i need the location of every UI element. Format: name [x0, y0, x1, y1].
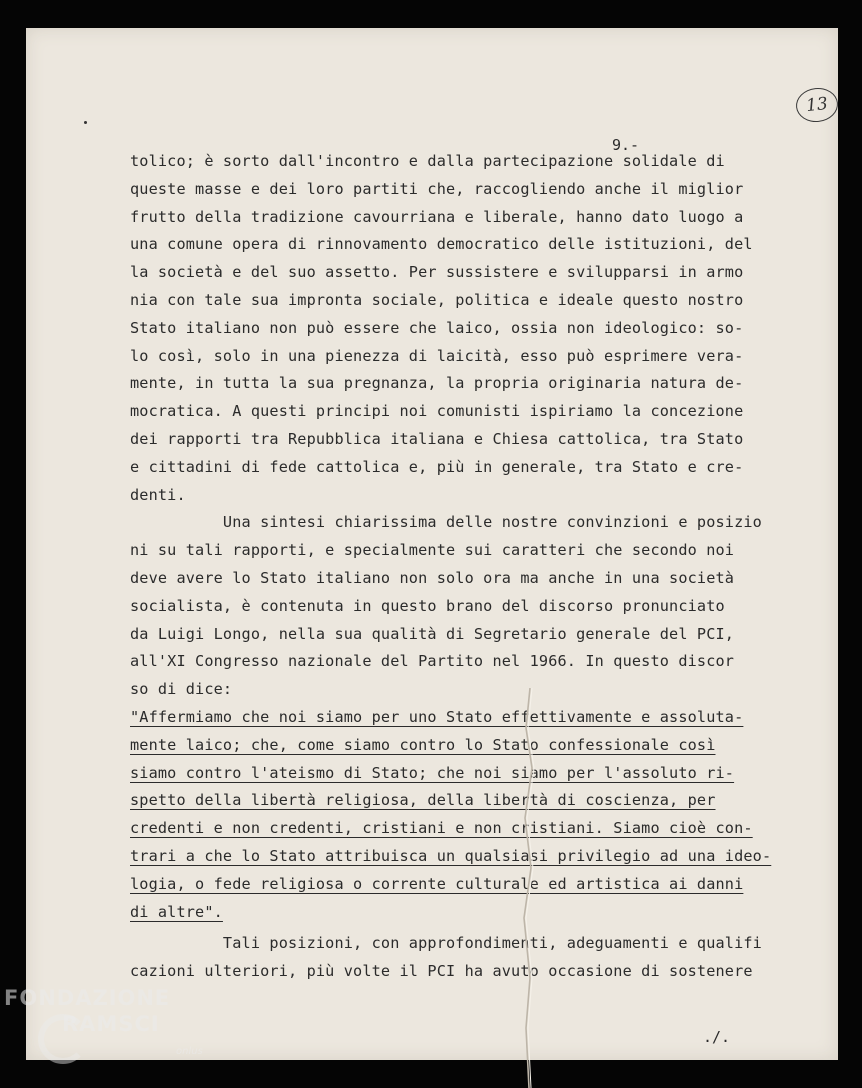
- quote-line: di altre".: [130, 902, 223, 921]
- text-line: so di dice:: [130, 680, 233, 699]
- text-line: una comune opera di rinnovamento democratico delle istituzioni, del: [130, 235, 753, 254]
- continuation-mark: ./.: [703, 1028, 731, 1046]
- ink-speck: [84, 121, 87, 124]
- text-line: Tali posizioni, con approfondimenti, adeguamenti e qualifi: [130, 934, 762, 953]
- folio-stamp: 13: [794, 86, 839, 124]
- quote-line: mente laico; che, come siamo contro lo Stato confessionale così: [130, 735, 716, 754]
- text-line: nia con tale sua impronta sociale, politica e ideale questo nostro: [130, 291, 744, 309]
- text-line: all'XI Congresso nazionale del Partito nel 1966. In questo discor: [130, 652, 735, 671]
- paper-tear-mark: [516, 688, 546, 1088]
- quote-line: trari a che lo Stato attribuisca un qualsiasi privilegio ad una ideo-: [130, 847, 772, 865]
- text-line: lo così, solo in una pienezza di laicità, esso può esprimere vera-: [130, 346, 744, 365]
- document-page: [26, 28, 838, 1060]
- text-line: tolico; è sorto dall'incontro e dalla partecipazione solidale di: [130, 152, 725, 170]
- page-number: 9.-: [612, 136, 640, 154]
- text-line: deve avere lo Stato italiano non solo ora ma anche in una società: [130, 569, 735, 587]
- text-line: ni su tali rapporti, e specialmente sui caratteri che secondo noi: [130, 541, 735, 560]
- fondazione-gramsci-watermark: [4, 984, 224, 1074]
- quote-line: "Affermiamo che noi siamo per uno Stato effettivamente e assoluta-: [130, 708, 744, 726]
- watermark-line-1: FONDAZIONE: [4, 986, 171, 1010]
- watermark-line-3: onlus: [176, 1046, 203, 1057]
- quote-line: credenti e non credenti, cristiani e non cristiani. Siamo cioè con-: [130, 819, 753, 838]
- quote-line: logia, o fede religiosa o corrente culturale ed artistica ai danni: [130, 874, 744, 893]
- watermark-line-2: RAMSCI: [62, 1012, 160, 1036]
- text-line: e cittadini di fede cattolica e, più in generale, tra Stato e cre-: [130, 457, 744, 476]
- text-line: queste masse e dei loro partiti che, raccogliendo anche il miglior: [130, 179, 744, 198]
- text-line: socialista, è contenuta in questo brano del discorso pronunciato: [130, 596, 725, 615]
- text-line: dei rapporti tra Repubblica italiana e Chiesa cattolica, tra Stato: [130, 430, 744, 448]
- text-line: mente, in tutta la sua pregnanza, la propria originaria natura de-: [130, 374, 744, 393]
- text-line: mocratica. A questi principi noi comunisti ispiriamo la concezione: [130, 402, 744, 421]
- text-line: cazioni ulteriori, più volte il PCI ha avuto occasione di sostenere: [130, 962, 753, 981]
- quote-line: spetto della libertà religiosa, della libertà di coscienza, per: [130, 791, 716, 810]
- text-line: la società e del suo assetto. Per sussistere e svilupparsi in armo: [130, 263, 744, 282]
- text-line: da Luigi Longo, nella sua qualità di Segretario generale del PCI,: [130, 624, 735, 643]
- text-line: denti.: [130, 485, 186, 504]
- quote-line: siamo contro l'ateismo di Stato; che noi siamo per l'assoluto ri-: [130, 763, 735, 782]
- text-line: Stato italiano non può essere che laico, ossia non ideologico: so-: [130, 318, 744, 337]
- text-line: Una sintesi chiarissima delle nostre convinzioni e posizio: [130, 513, 762, 532]
- text-line: frutto della tradizione cavourriana e liberale, hanno dato luogo a: [130, 207, 744, 226]
